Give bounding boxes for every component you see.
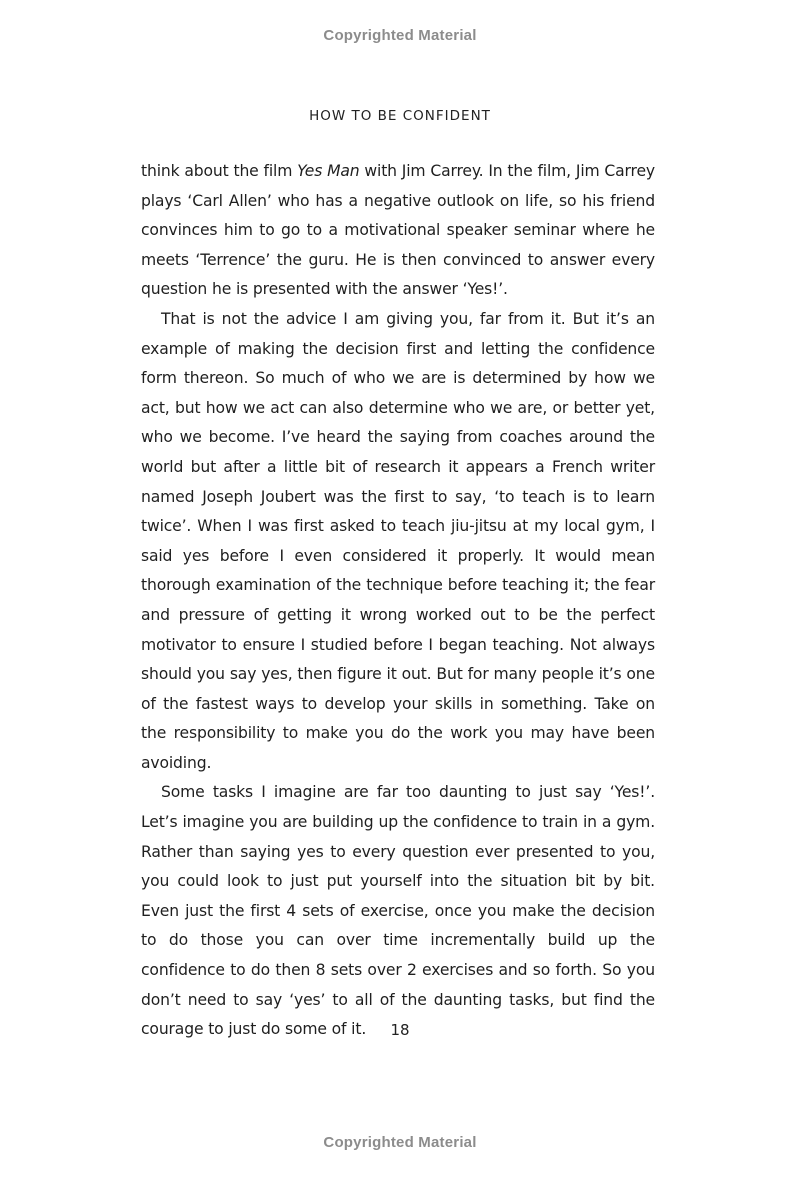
paragraph-1-start: think about the film [141,162,298,180]
running-head: HOW TO BE CONFIDENT [309,108,491,124]
watermark-top: Copyrighted Material [323,27,477,44]
film-title: Yes Man [297,162,360,180]
body-text [141,157,655,1045]
paragraph-1 [141,157,655,305]
paragraph-1-rest: with Jim Carrey. In the film, Jim Carrey plays ‘Carl Allen’ who has a negative outlook on life, so his friend convinces him to go to a motivational speaker seminar where he meets ‘Terrence’ the guru. He is then convinced to answer every question he is presented with the answer ‘Yes!’. [141,162,655,299]
watermark-bottom: Copyrighted Material [323,1134,477,1151]
page-number: 18 [390,1021,410,1039]
paragraph-2: That is not the advice I am giving you, far from it. But it’s an example of making the decision first and letting the confidence form thereon. So much of who we are is determined by how we act, but how we act can also determine who we are, or better yet, who we become. I’ve heard the saying from coaches around the world but after a little bit of research it appears a French writer named Joseph Joubert was the first to say, ‘to teach is to learn twice’. When I was first asked to teach jiu-jitsu at my local gym, I said yes before I even considered it properly. It would mean thorough examination of the technique before teaching it; the fear and pressure of getting it wrong worked out to be the perfect motivator to ensure I studied before I began teaching. Not always should you say yes, then figure it out. But for many people it’s one of the fastest ways to develop your skills in something. Take on the responsibility to make you do the work you may have been avoiding. [141,309,655,772]
paragraph-3: Some tasks I imagine are far too daunting to just say ‘Yes!’. Let’s imagine you are building up the confidence to train in a gym. Rather than saying yes to every question ever presented to you, you could look to just put yourself into the situation bit by bit. Even just the first 4 sets of exercise, once you make the decision to do those you can over time incrementally build up the confidence to do then 8 sets over 2 exercises and so forth. So you don’t need to say ‘yes’ to all of the daunting tasks, but find the courage to just do some of it. [141,783,655,1039]
